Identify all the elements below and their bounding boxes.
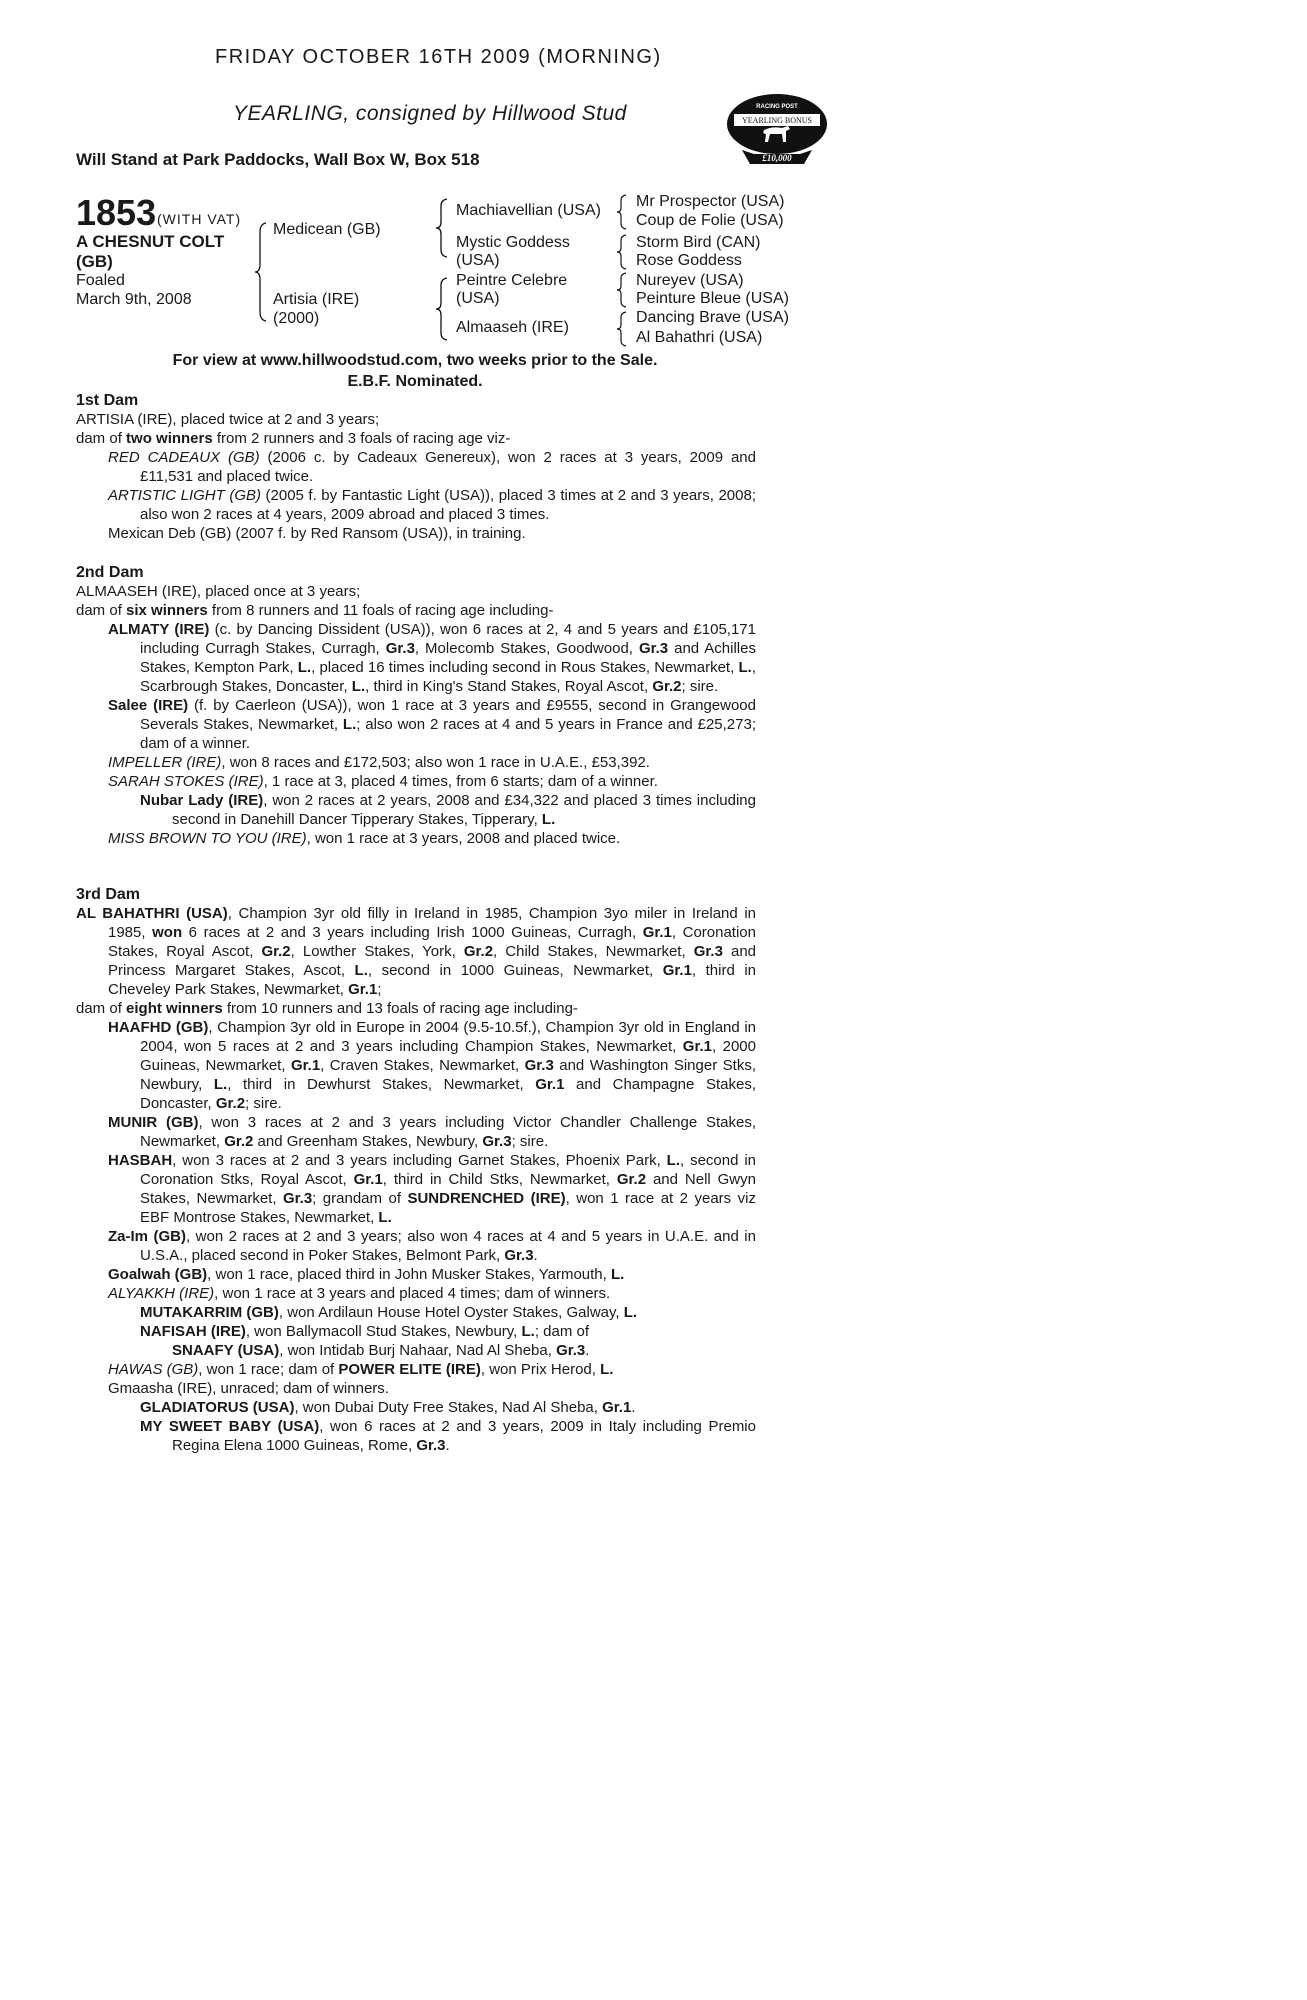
pedigree-sire: Medicean (GB) — [273, 221, 381, 238]
produce-entry: Gmaasha (IRE), unraced; dam of winners. — [108, 1380, 389, 1397]
produce-entry: Za-Im (GB), won 2 races at 2 and 3 years; also won 4 races at 4 and 5 years in U.A.E. and in U.S.A., placed second in Poker Stakes, Belmont Park, Gr.3. — [108, 1228, 756, 1264]
third-dam-produce-summary: dam of eight winners from 10 runners and 13 foals of racing age including- — [76, 1000, 578, 1017]
sale-date: FRIDAY OCTOBER 16TH 2009 (MORNING) — [215, 46, 662, 68]
produce-entry: HAAFHD (GB), Champion 3yr old in Europe in 2004 (9.5-10.5f.), Champion 3yr old in England in 2004, won 5 races at 2 and 3 years including Champion Stakes, Newmarket, Gr.1, 2000 Guineas, Newmarket, Gr.1, Craven Stakes, Newmarket, Gr.3 and Washington Singer Stks, Newbury, L., third in Dewhurst Stakes, Newmarket, Gr.1 and Champagne Stakes, Doncaster, Gr.2; sire. — [108, 1019, 757, 1112]
produce-entry: GLADIATORUS (USA), won Dubai Duty Free Stakes, Nad Al Sheba, Gr.1. — [140, 1399, 636, 1416]
foaled-date: March 9th, 2008 — [76, 291, 192, 308]
pedigree-sire-dam-2: (USA) — [456, 252, 500, 269]
brace-g4 — [616, 311, 628, 347]
ebf-note: E.B.F. Nominated. — [347, 373, 483, 390]
produce-entry: Nubar Lady (IRE), won 2 races at 2 years, 2008 and £34,322 and placed 3 times including second in Danehill Dancer Tipperary Stakes, Tipperary, L. — [140, 792, 756, 828]
produce-entry: ALMATY (IRE) (c. by Dancing Dissident (USA)), won 6 races at 2, 4 and 5 years and £105,171 including Curragh Stakes, Curragh, Gr.3, Molecomb Stakes, Goodwood, Gr.3 and Achilles Stakes, Kempton Park, L., placed 16 times including second in Rous Stakes, Newmarket, L., Scarbrough Stakes, Doncaster, L., third in King's Stand Stakes, Royal Ascot, Gr.2; sire. — [108, 621, 756, 695]
pedigree-g7: Dancing Brave (USA) — [636, 309, 789, 326]
pedigree-sire-dam-1: Mystic Goddess — [456, 234, 570, 251]
second-dam-line: ALMAASEH (IRE), placed once at 3 years; — [76, 583, 361, 600]
produce-entry: ALYAKKH (IRE), won 1 race at 3 years and placed 4 times; dam of winners. — [108, 1285, 611, 1302]
produce-entry: MUTAKARRIM (GB), won Ardilaun House Hotel Oyster Stakes, Galway, L. — [140, 1304, 638, 1321]
pedigree-g4: Rose Goddess — [636, 252, 742, 269]
pedigree-sire-sire: Machiavellian (USA) — [456, 202, 601, 219]
bonus-line1: RACING POST — [756, 104, 798, 110]
produce-entry: SARAH STOKES (IRE), 1 race at 3, placed 4 times, from 6 starts; dam of a winner. — [108, 773, 658, 790]
third-dam-line: AL BAHATHRI (USA), Champion 3yr old filly in Ireland in 1985, Champion 3yo miler in Ireland in 1985, won 6 races at 2 and 3 years including Irish 1000 Guineas, Curragh, Gr.1, Coronation Stakes, Royal Ascot, Gr.2, Lowther Stakes, York, Gr.2, Child Stakes, Newmarket, Gr.3 and Princess Margaret Stakes, Ascot, L., second in 1000 Guineas, Newmarket, Gr.1, third in Cheveley Park Stakes, Newmarket, Gr.1; — [76, 905, 757, 998]
first-dam-produce-summary: dam of two winners from 2 runners and 3 foals of racing age viz- — [76, 430, 511, 447]
pedigree-g2: Coup de Folie (USA) — [636, 212, 784, 229]
foaled-info — [76, 271, 192, 309]
pedigree-g5: Nureyev (USA) — [636, 272, 744, 289]
produce-entry: SNAAFY (USA), won Intidab Burj Nahaar, Nad Al Sheba, Gr.3. — [172, 1342, 590, 1359]
pedigree-g3: Storm Bird (CAN) — [636, 234, 761, 251]
produce-entry: HASBAH, won 3 races at 2 and 3 years including Garnet Stakes, Phoenix Park, L., second in Coronation Stks, Royal Ascot, Gr.1, third in Child Stks, Newmarket, Gr.2 and Nell Gwyn Stakes, Newmarket, Gr.3; grandam of SUNDRENCHED (IRE), won 1 race at 2 years viz EBF Montrose Stakes, Newmarket, L. — [108, 1152, 757, 1226]
produce-entry: MISS BROWN TO YOU (IRE), won 1 race at 3 years, 2008 and placed twice. — [108, 830, 621, 847]
viewing-note: For view at www.hillwoodstud.com, two weeks prior to the Sale. — [172, 352, 658, 369]
brace-g2 — [616, 234, 628, 270]
pedigree-g6: Peinture Bleue (USA) — [636, 290, 789, 307]
pedigree-dam-sire-1: Peintre Celebre — [456, 272, 568, 289]
third-dam-title: 3rd Dam — [76, 886, 141, 903]
produce-entry: RED CADEAUX (GB) (2006 c. by Cadeaux Genereux), won 2 races at 3 years, 2009 and £11,531 and placed twice. — [108, 449, 756, 485]
produce-entry: HAWAS (GB), won 1 race; dam of POWER ELITE (IRE), won Prix Herod, L. — [108, 1361, 614, 1378]
pedigree-dam-sire-2: (USA) — [456, 290, 500, 307]
produce-entry: NAFISAH (IRE), won Ballymacoll Stud Stakes, Newbury, L.; dam of — [140, 1323, 590, 1340]
brace-sire-line — [435, 198, 449, 258]
produce-entry: IMPELLER (IRE), won 8 races and £172,503; also won 1 race in U.A.E., £53,392. — [108, 754, 650, 771]
pedigree-dam-year: (2000) — [273, 310, 320, 327]
brace-dam-line — [435, 277, 449, 341]
vat-label: (WITH VAT) — [157, 211, 242, 227]
foaled-label: Foaled — [76, 272, 125, 289]
brace-sire-dam — [254, 222, 268, 322]
pedigree-g8: Al Bahathri (USA) — [636, 329, 763, 346]
consignor-line: YEARLING, consigned by Hillwood Stud — [233, 102, 627, 125]
lot-number: 1853 — [76, 192, 157, 233]
yearling-bonus-logo — [724, 92, 830, 168]
bonus-amount: £10,000 — [762, 153, 792, 163]
bonus-line2: YEARLING BONUS — [742, 116, 812, 125]
produce-entry: ARTISTIC LIGHT (GB) (2005 f. by Fantastic Light (USA)), placed 3 times at 2 and 3 years, 2008; also won 2 races at 4 years, 2009 abroad and placed 3 times. — [108, 487, 757, 523]
produce-entry: Salee (IRE) (f. by Caerleon (USA)), won 1 race at 3 years and £9555, second in Grangewood Severals Stakes, Newmarket, L.; also won 2 races at 4 and 5 years in France and £25,273; dam of a winner. — [108, 697, 756, 752]
second-dam-title: 2nd Dam — [76, 564, 144, 581]
first-dam-title: 1st Dam — [76, 392, 139, 409]
produce-entry: Goalwah (GB), won 1 race, placed third in John Musker Stakes, Yarmouth, L. — [108, 1266, 625, 1283]
third-dam-section — [76, 885, 756, 1455]
second-dam-section — [76, 563, 756, 848]
first-dam-section — [76, 391, 756, 543]
pedigree-g1: Mr Prospector (USA) — [636, 193, 785, 210]
pedigree-dam: Artisia (IRE) — [273, 291, 360, 308]
second-dam-produce-summary: dam of six winners from 8 runners and 11 foals of racing age including- — [76, 602, 554, 619]
stable-location: Will Stand at Park Paddocks, Wall Box W, Box 518 — [76, 150, 480, 169]
first-dam-line: ARTISIA (IRE), placed twice at 2 and 3 years; — [76, 411, 380, 428]
brace-g1 — [616, 194, 628, 230]
brace-g3 — [616, 272, 628, 308]
produce-entry: MUNIR (GB), won 3 races at 2 and 3 years including Victor Chandler Challenge Stakes, Newmarket, Gr.2 and Greenham Stakes, Newbury, Gr.3; sire. — [108, 1114, 756, 1150]
pedigree-dam-dam: Almaaseh (IRE) — [456, 319, 569, 336]
produce-entry: MY SWEET BABY (USA), won 6 races at 2 and 3 years, 2009 in Italy including Premio Regina Elena 1000 Guineas, Rome, Gr.3. — [140, 1418, 756, 1454]
lot-description: A CHESNUT COLT (GB) — [76, 232, 225, 271]
produce-entry: Mexican Deb (GB) (2007 f. by Red Ransom (USA)), in training. — [108, 525, 526, 542]
